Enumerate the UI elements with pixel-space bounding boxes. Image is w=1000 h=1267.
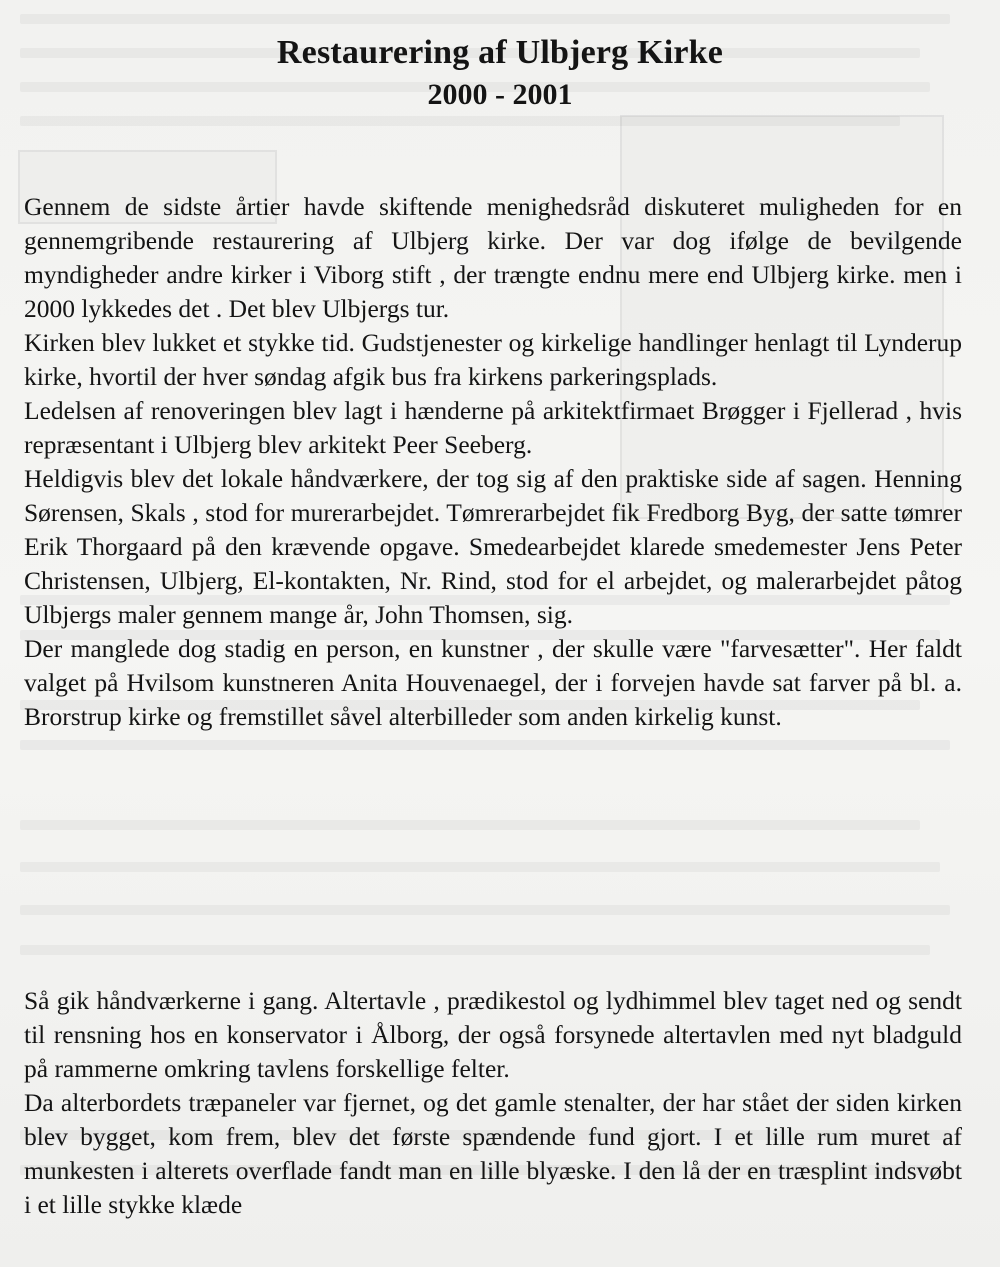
body-text-block-2	[24, 984, 962, 1222]
paragraph: Da alterbordets træpaneler var fjernet, og det gamle stenalter, der har stået der siden kirken blev bygget, kom frem, blev det første spændende fund gjort. I et lille rum muret af munkesten i alterets overflade fandt man en lille blyæske. I den lå der en træsplint indsvøbt i et lille stykke klæde	[24, 1088, 962, 1219]
paragraph: Kirken blev lukket et stykke tid. Gudstjenester og kirkelige handlinger henlagt til Lynderup kirke, hvortil der hver søndag afgik bus fra kirkens parkeringsplads.	[24, 328, 962, 391]
paragraph: Så gik håndværkerne i gang. Altertavle , prædikestol og lydhimmel blev taget ned og sendt til rensning hos en konservator i Ålborg, der også forsynede altertavlen med nyt bladguld på rammerne omkring tavlens forskellige felter.	[24, 986, 962, 1083]
paragraph: Der manglede dog stadig en person, en kunstner , der skulle være "farvesætter". Her faldt valget på Hvilsom kunstneren Anita Houvenaegel, der i forvejen havde sat farver på bl. a. Brorstrup kirke og fremstillet såvel alterbilleder som anden kirkelig kunst.	[24, 634, 962, 731]
paragraph: Gennem de sidste årtier havde skiftende menighedsråd diskuteret muligheden for en gennemgribende restaurering af Ulbjerg kirke. Der var dog ifølge de bevilgende myndigheder andre kirker i Viborg stift , der trængte endnu mere end Ulbjerg kirke. men i 2000 lykkedes det . Det blev Ulbjergs tur.	[24, 192, 962, 323]
body-text-block-1	[24, 190, 962, 734]
page-subtitle: 2000 - 2001	[427, 78, 573, 111]
page-title: Restaurering af Ulbjerg Kirke	[276, 34, 724, 71]
paragraph: Ledelsen af renoveringen blev lagt i hænderne på arkitektfirmaet Brøgger i Fjellerad , hvis repræsentant i Ulbjerg blev arkitekt Peer Seeberg.	[24, 396, 962, 459]
paragraph: Heldigvis blev det lokale håndværkere, der tog sig af den praktiske side af sagen. Henning Sørensen, Skals , stod for murerarbejdet. Tømrerarbejdet fik Fredborg Byg, der satte tømrer Erik Thorgaard på den krævende opgave. Smedearbejdet klarede smedemester Jens Peter Christensen, Ulbjerg, El-kontakten, Nr. Rind, stod for el arbejdet, og malerarbejdet påtog Ulbjergs maler gennem mange år, John Thomsen, sig.	[24, 464, 962, 629]
